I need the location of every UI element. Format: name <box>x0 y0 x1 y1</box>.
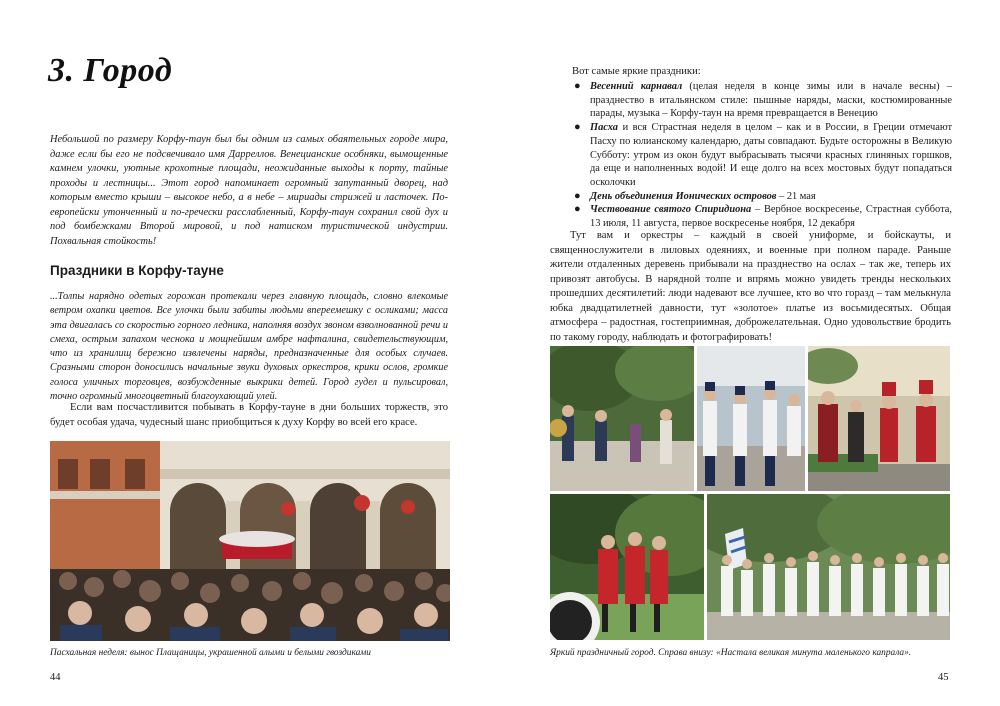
holiday-name: День объединения Ионических островов <box>590 190 777 202</box>
body-paragraph: Тут вам и оркестры – каждый в своей униформе, и бойскауты, и священнослужители в лиловых одеяниях, и военные при полном параде. Раньше жители отдаленных деревень прибывали на празднество на ослах – так же, теперь их привозят автобусы. В нарядной толпе и впрямь можно увидеть тренды нескольких прошедших десятилетий: люди надевают все лучшее, кто во что горазд – там мелькнула юбка двадцатилетней давности, тут «золотое» платье из восьмидесятых. Общая атмосфера – радостная, гостеприимная, доброжелательная. Одно удовольствие бродить по такому городу, наблюдать и фотографировать! <box>550 230 951 343</box>
marching-band-photo <box>697 346 805 491</box>
list-item <box>572 80 952 121</box>
literary-quote: ...Толпы нарядно одетых горожан протекали через главную площадь, словно влекомые ветром охапки цветов. Все улочки были забиты людьми впереемешку с осликами; масса эта двигалась со скоростью горного ледника, наполняя воздух звоном взволнованной речи и смеха, острым запахом чеснока и мощнейшим амбре нафталина, свидетельствующим, что из хранилищ бережно извлечены наряды, предназначенные для особых случаев. Сразными сторон доносились начальные звуки духовых оркестров, крики ослов, громкие голоса уличных торговцев, возбужденные выкрики детей. Город гудел и пульсировал, точно огромный многоцветный благоухающий улей. <box>50 291 448 403</box>
list-item <box>572 121 952 190</box>
bullet-icon: ● <box>574 80 581 92</box>
easter-procession-photo <box>50 441 450 641</box>
page-number: 44 <box>50 672 61 683</box>
holiday-description: и вся Страстная неделя в целом – как и в России, в Греции отмечают Пасху по юлианскому календарю, даты совпадают. Будьте осторожны в Великую Субботу: утром из окон будут выбрасывать тысячи красных глиняных горшков, да еще и наполненных водой! И еще долго на всех мостовых будут попадаться осколочки <box>590 122 952 188</box>
cadets-parade-photo <box>707 494 950 640</box>
body-paragraph: Если вам посчастливится побывать в Корфу-тауне в дни больших торжеств, это будет особая удача, чудесный шанс приобщиться к духу Корфу во всей его красе. <box>50 402 448 428</box>
holidays-list <box>572 80 952 231</box>
holiday-name: Весенний карнавал <box>590 81 683 92</box>
red-uniform-band-photo <box>808 346 950 491</box>
holiday-description: – 21 мая <box>776 190 816 202</box>
bullet-icon: ● <box>574 203 581 216</box>
bullet-icon: ● <box>574 189 581 202</box>
photo-caption: Яркий праздничный город. Справа внизу: «Настала великая минута маленького капрала». <box>550 648 912 658</box>
list-item <box>572 190 952 204</box>
holiday-description: – Вербное воскресенье, Страстная суббота, 13 июля, 11 августа, первое воскресенье ноября, 12 декабря <box>590 204 952 230</box>
section-heading: Праздники в Корфу-тауне <box>50 263 224 278</box>
drummers-photo <box>550 494 704 640</box>
holiday-name: Пасха <box>590 122 619 134</box>
band-photo <box>550 346 694 491</box>
holiday-name: Чествование святого Спиридиона <box>590 204 752 216</box>
photo-caption: Пасхальная неделя: вынос Плащаницы, украшенной алыми и белыми гвоздиками <box>50 648 371 658</box>
list-item <box>572 203 952 230</box>
page-number: 45 <box>938 672 949 683</box>
chapter-title: 3. Город <box>48 52 173 89</box>
holiday-description: (целая неделя в конце зимы или в начале весны) – празднество в итальянском стиле: пышные наряды, маски, костюмированные парады, музыка – Корфу-таун на время превращается в Венецию <box>590 81 952 120</box>
bullet-icon: ● <box>574 121 581 134</box>
holidays-intro: Вот самые яркие праздники: <box>572 66 701 77</box>
chapter-intro: Небольшой по размеру Корфу-таун был бы одним из самых обаятельных городе мира, даже если бы его не подсвечивало имя Дарреллов. Венецианские особняки, вымощенные камнем улочки, уютные крохотные площади, неожиданные выходы к порту, тайные проходы и лестницы... Этот город напоминает огромный запутанный дворец, над которым вместо крыши – высокое небо, а в небе – мириады стрижей и ласточек. По-европейски утонченный и по-гречески расслабленный, Корфу-таун сохранил свой дух и под бомбежками Второй мировой, и под натиском туристической индустрии. Похвальная стойкость! <box>50 134 448 247</box>
